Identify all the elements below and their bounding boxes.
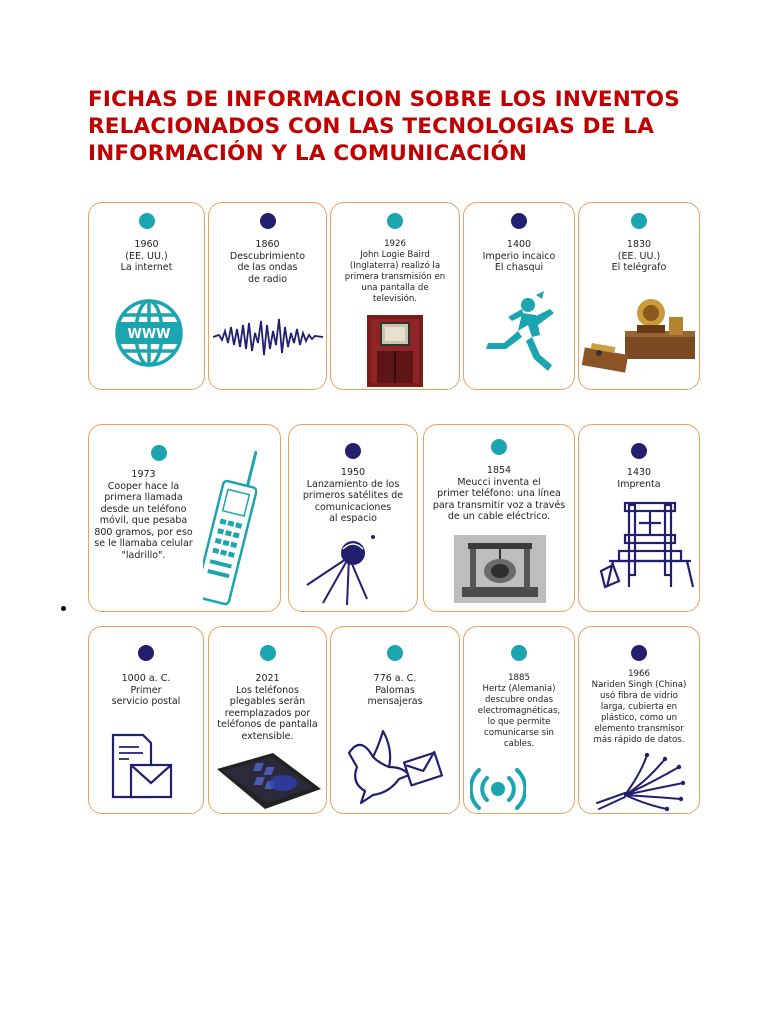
dot-marker xyxy=(511,645,527,661)
printing-press-icon xyxy=(599,501,695,591)
card-text: 1860 Descubrimiento de las ondas de radio xyxy=(229,239,306,285)
card-text: 1830 (EE. UU.) El telégrafo xyxy=(611,239,667,273)
dot-marker xyxy=(345,443,361,459)
card-printing-press xyxy=(578,424,700,612)
dot-marker xyxy=(260,213,276,229)
mail-icon xyxy=(109,731,175,801)
page-title xyxy=(88,86,728,167)
card-meucci-phone xyxy=(423,424,575,612)
card-optical-fiber xyxy=(578,626,700,814)
card-text: 1960 (EE. UU.) La internet xyxy=(120,239,173,273)
dot-marker xyxy=(511,213,527,229)
meucci-telephone-icon xyxy=(454,535,546,603)
card-text: 1885 Hertz (Alemania) descubre ondas electromagnéticas, lo que permite comunicarse sin cables. xyxy=(477,673,561,749)
card-internet xyxy=(88,202,205,390)
title-line-3: INFORMACIÓN Y LA COMUNICACIÓN xyxy=(88,141,528,166)
card-text: 2021 Los teléfonos plegables serán reemplazados por teléfonos de pantalla extensible. xyxy=(217,673,318,742)
card-satellite xyxy=(288,424,418,612)
telegraph-icon xyxy=(581,295,697,381)
runner-icon xyxy=(482,291,558,375)
card-text: 1926 John Logie Baird (Inglaterra) realizó la primera transmisión en una pantalla de televisión. xyxy=(344,239,446,304)
card-text: 776 a. C. Palomas mensajeras xyxy=(367,673,423,707)
dot-marker xyxy=(151,445,167,461)
dot-marker xyxy=(260,645,276,661)
card-foldable-phone xyxy=(208,626,327,814)
satellite-icon xyxy=(303,533,393,607)
dove-icon xyxy=(343,727,447,805)
card-text: 1000 a. C. Primer servicio postal xyxy=(111,673,181,707)
card-text: 1950 Lanzamiento de los primeros satélites de comunicaciones al espacio xyxy=(302,467,404,524)
card-text: 1973 Cooper hace la primera llamada desde un teléfono móvil, que pesaba 800 gramos, por eso se le llamaba celular "ladrillo". xyxy=(94,469,193,561)
title-line-2: RELACIONADOS CON LAS TECNOLOGIAS DE LA xyxy=(88,114,655,139)
radio-wave-icon xyxy=(213,315,323,359)
card-text: 1854 Meucci inventa el primer teléfono: una línea para transmitir voz a través de un cable eléctrico. xyxy=(432,465,566,522)
television-icon xyxy=(367,315,423,387)
dot-marker xyxy=(387,213,403,229)
dot-marker xyxy=(138,645,154,661)
optical-fiber-icon xyxy=(595,753,687,811)
list-bullet xyxy=(61,606,66,611)
card-carrier-pigeons xyxy=(330,626,460,814)
dot-marker xyxy=(631,213,647,229)
www-globe-icon xyxy=(114,295,184,371)
card-postal-service xyxy=(88,626,204,814)
dot-marker xyxy=(139,213,155,229)
signal-waves-icon xyxy=(470,765,526,811)
dot-marker xyxy=(631,443,647,459)
card-text: 1400 Imperio incaico El chasqui xyxy=(482,239,556,273)
title-line-1: FICHAS DE INFORMACION SOBRE LOS INVENTOS xyxy=(88,87,680,112)
svg-text:WWW: WWW xyxy=(127,327,171,342)
card-hertz-waves xyxy=(463,626,575,814)
card-chasqui xyxy=(463,202,575,390)
dot-marker xyxy=(387,645,403,661)
foldable-phone-icon xyxy=(213,749,323,813)
card-telegraph xyxy=(578,202,700,390)
card-text: 1966 Nariden Singh (China) usó fibra de vidrio larga, cubierta en plástico, como un elemento transmisor más rápido de datos. xyxy=(591,669,687,745)
brick-phone-icon xyxy=(203,445,257,609)
dot-marker xyxy=(491,439,507,455)
card-radio-waves xyxy=(208,202,327,390)
card-text: 1430 Imprenta xyxy=(617,467,661,490)
card-mobile-phone xyxy=(88,424,281,612)
dot-marker xyxy=(631,645,647,661)
card-television xyxy=(330,202,460,390)
